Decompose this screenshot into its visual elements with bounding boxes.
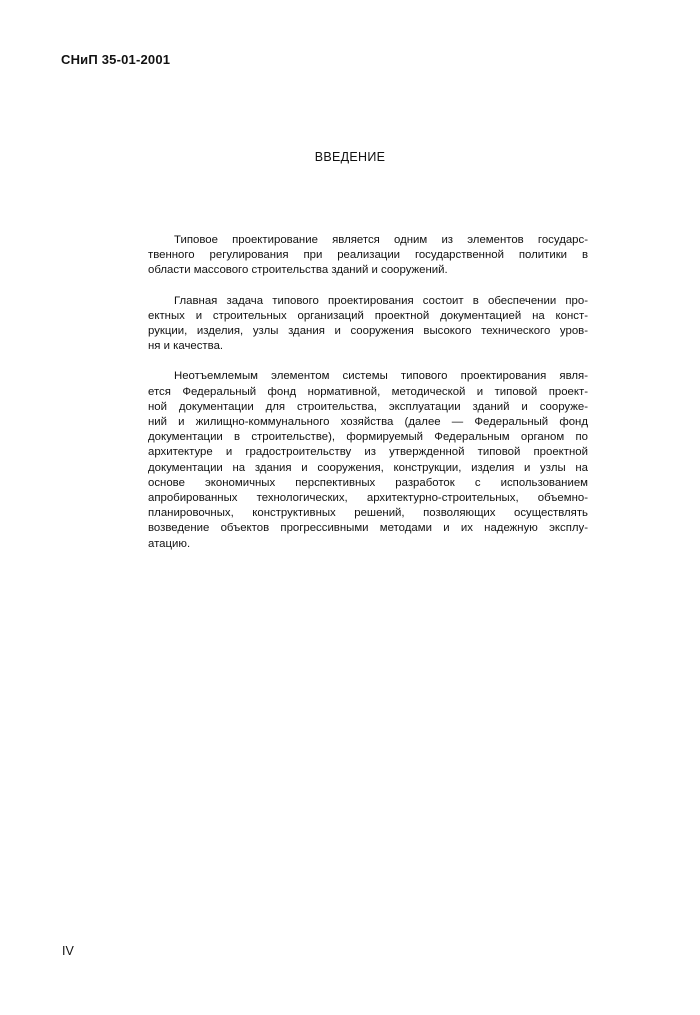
text-line: Неотъемлемым элементом системы типового проектирования явля- (174, 370, 588, 383)
text-line: возведение объектов прогрессивными методами и их надежную эксплу- (148, 522, 588, 535)
text-line: документации в строительстве), формируемый Федеральным органом по (148, 431, 588, 444)
text-line: ний и жилищно-коммунального хозяйства (далее — Федеральный фонд (148, 416, 588, 429)
paragraph-2 (148, 294, 588, 355)
text-line: атацию. (148, 537, 191, 550)
text-line: основе экономичных перспективных разработок с использованием (148, 476, 588, 489)
text-line: твенного регулирования при реализации государственной политики в (148, 249, 588, 262)
text-line: ется Федеральный фонд нормативной, методической и типовой проект- (148, 385, 588, 398)
text-line: архитектуре и градостроительству из утвержденной типовой проектной (148, 446, 588, 459)
text-line: Типовое проектирование является одним из элементов государс- (174, 234, 588, 246)
text-line: планировочных, конструктивных решений, позволяющих осуществлять (148, 507, 588, 520)
document-code: СНиП 35-01-2001 (61, 52, 171, 67)
text-line: ня и качества. (148, 340, 224, 353)
text-line: Главная задача типового проектирования состоит в обеспечении про- (174, 294, 588, 307)
text-line: документации на здания и сооружения, конструкции, изделия и узлы на (148, 461, 588, 474)
text-line: ектных и строительных организаций проектной документацией на конст- (148, 309, 588, 322)
text-line: апробированных технологических, архитектурно-строительных, объемно- (148, 492, 588, 505)
paragraph-1 (148, 233, 588, 279)
paragraph-3 (148, 369, 588, 551)
page-number: IV (62, 944, 74, 958)
text-line: области массового строительства зданий и сооружений. (148, 264, 448, 277)
body-text (148, 233, 588, 567)
text-line: рукции, изделия, узлы здания и сооружения высокого технического уров- (148, 325, 588, 338)
text-line: ной документации для строительства, эксплуатации зданий и сооруже- (148, 400, 588, 413)
section-title: ВВЕДЕНИЕ (314, 150, 386, 164)
